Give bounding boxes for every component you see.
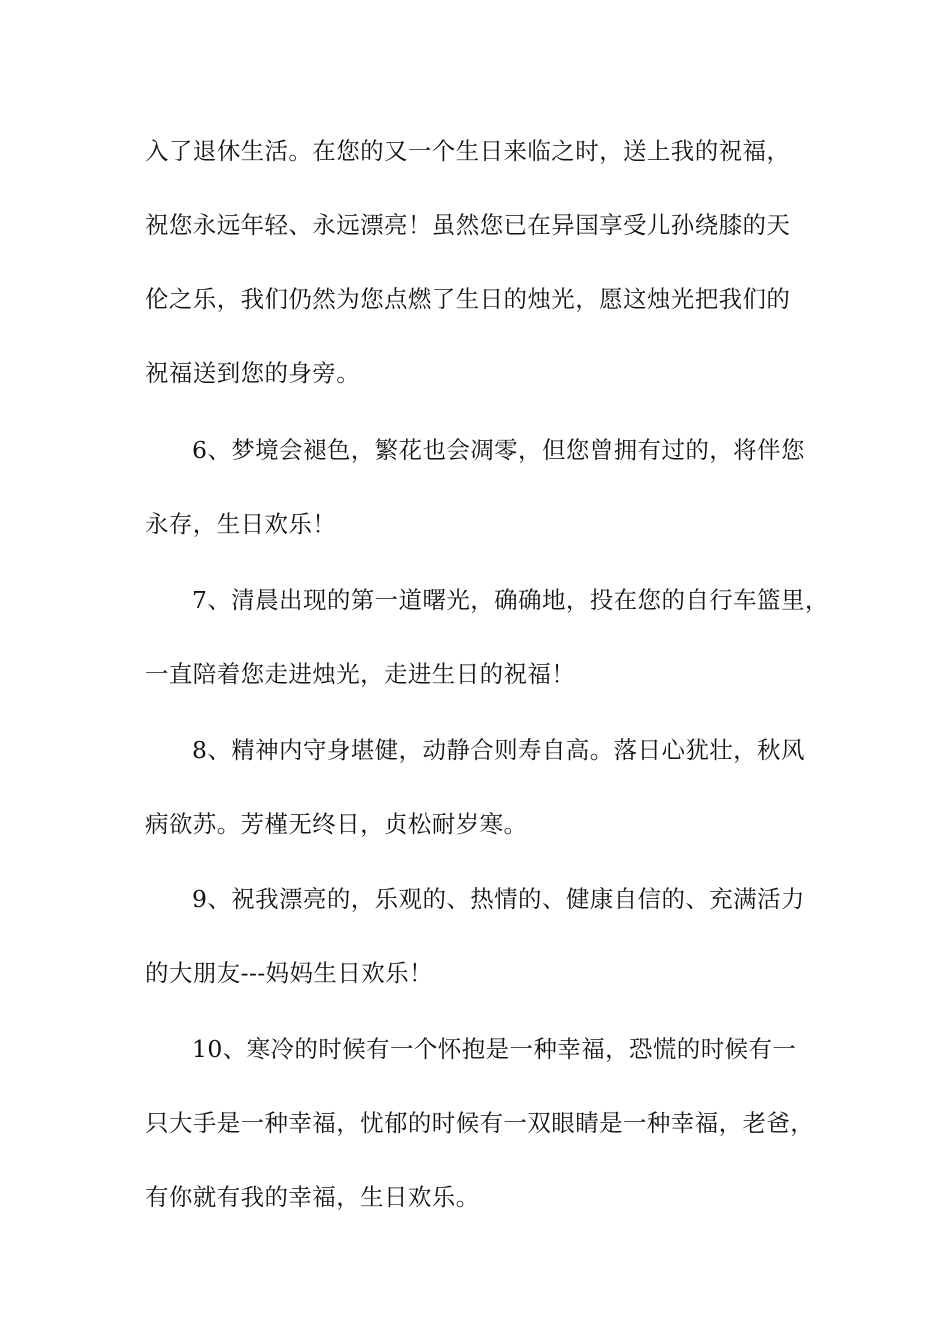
text-line: 的大朋友---妈妈生日欢乐！ <box>145 959 433 987</box>
paragraph-7-start: 7、清晨出现的第一道曙光，确确地，投在您的自行车篮里， <box>192 586 829 614</box>
paragraph-8-start: 8、精神内守身堪健，动静合则寿自高。落日心犹壮，秋风 <box>192 736 805 764</box>
paragraph-10-start: 10、寒冷的时候有一个怀抱是一种幸福，恐慌的时候有一 <box>192 1035 797 1063</box>
text-line: 祝福送到您的身旁。 <box>145 359 361 387</box>
text-line: 伦之乐，我们仍然为您点燃了生日的烛光，愿这烛光把我们的 <box>145 285 791 313</box>
text-line: 祝您永远年轻、永远漂亮！虽然您已在异国享受儿孙绕膝的天 <box>145 211 791 239</box>
text-line: 病欲苏。芳槿无终日，贞松耐岁寒。 <box>145 810 528 838</box>
text-line: 有你就有我的幸福，生日欢乐。 <box>145 1183 480 1211</box>
text-line: 只大手是一种幸福，忧郁的时候有一双眼睛是一种幸福，老爸， <box>145 1109 815 1137</box>
text-line: 入了退休生活。在您的又一个生日来临之时，送上我的祝福， <box>145 137 791 165</box>
text-line: 一直陪着您走进烛光，走进生日的祝福！ <box>145 660 576 688</box>
paragraph-6-start: 6、梦境会褪色，繁花也会凋零，但您曾拥有过的，将伴您 <box>192 436 805 464</box>
paragraph-9-start: 9、祝我漂亮的，乐观的、热情的、健康自信的、充满活力 <box>192 885 805 913</box>
text-line: 永存，生日欢乐！ <box>145 510 337 538</box>
